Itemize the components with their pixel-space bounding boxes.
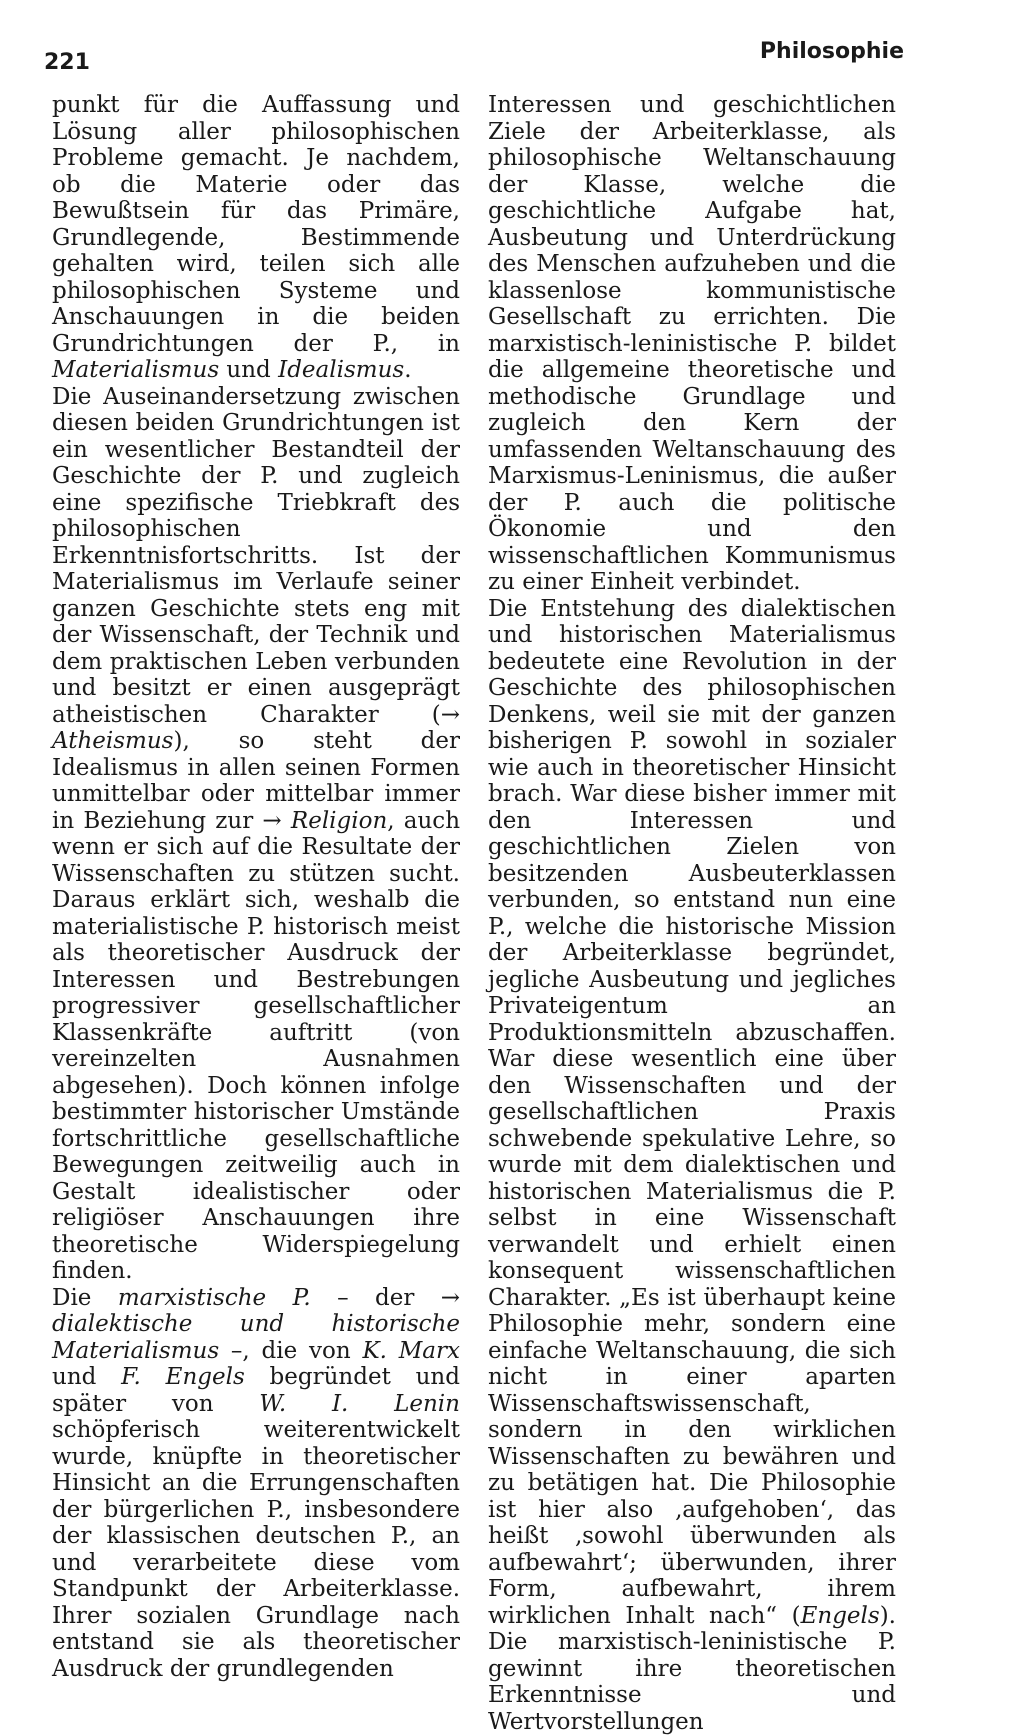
right-column [488,92,896,1735]
paragraph: Die marxistische P. – der → dialektische und historische Materialismus –, die von K. Marx und F. Engels begründet und später von W. I. Lenin schöpferisch weiterentwickelt wurde, knüpfte in theoretischer Hinsicht an die Errungenschaften der bürgerlichen P., insbesondere der klassischen deutschen P., an und verarbeitete diese vom Standpunkt der Arbeiterklasse. Ihrer sozialen Grundlage nach entstand sie als theoretischer Ausdruck der grundlegenden [52,1285,460,1683]
keyword: marxistische P. [118,1285,311,1311]
left-column [52,92,460,1682]
paragraph: punkt für die Auffassung und Lösung aller philosophischen Probleme gemacht. Je nachdem, ob die Materie oder das Bewußtsein für das Primäre, Grundlegende, Bestimmende gehalten wird, teilen sich alle philosophischen Systeme und Anschauungen in die beiden Grundrichtungen der P., in Materialismus und Idealismus. [52,92,460,384]
paragraph: Die Entstehung des dialektischen und historischen Materialismus bedeutete eine Revolution in der Geschichte des philosophischen Denkens, weil sie mit der ganzen bisherigen P. sowohl in sozialer wie auch in theoretischer Hinsicht brach. War diese bisher immer mit den Interessen und geschichtlichen Zielen von besitzenden Ausbeuterklassen verbunden, so entstand nun eine P., welche die historische Mission der Arbeiterklasse begründet, jegliche Ausbeutung und jegliches Privateigentum an Produktionsmitteln abzuschaffen. War diese wesentlich eine über den Wissenschaften und der gesellschaftlichen Praxis schwebende spekulative Lehre, so wurde mit dem dialektischen und historischen Materialismus die P. selbst in eine Wissenschaft verwandelt und erhielt einen konsequent wissenschaftlichen Charakter. „Es ist überhaupt keine Philosophie mehr, sondern eine einfache Weltanschauung, die sich nicht in einer aparten Wissenschaftswissenschaft, sondern in den wirklichen Wissenschaften zu bewähren und zu betätigen hat. Die Philosophie ist hier also ‚aufgehoben‘, das heißt ‚sowohl überwunden als aufbewahrt‘; überwunden, ihrer Form, aufbewahrt, ihrem wirklichen Inhalt nach“ (Engels). Die marxistisch-leninistische P. gewinnt ihre theoretischen Erkenntnisse und Wertvorstellungen [488,596,896,1735]
person-name: F. Engels [121,1364,245,1390]
person-name: K. Marx [362,1338,460,1364]
cross-reference: dialektische und historische Materialismus [52,1311,460,1364]
person-name: Engels [801,1603,880,1629]
cross-reference: Religion [291,808,387,834]
running-head: Philosophie [760,39,904,64]
paragraph: Die Auseinandersetzung zwischen diesen beiden Grundrichtungen ist ein wesentlicher Bestandteil der Geschichte der P. und zugleich eine spezifische Triebkraft des philosophischen Erkenntnisfortschritts. Ist der Materialismus im Verlaufe seiner ganzen Geschichte stets eng mit der Wissenschaft, der Technik und dem praktischen Leben verbunden und besitzt er einen ausgeprägt atheistischen Charakter (→ Atheismus), so steht der Idealismus in allen seinen Formen unmittelbar oder mittelbar immer in Beziehung zur → Religion, auch wenn er sich auf die Resultate der Wissenschaften zu stützen sucht. Daraus erklärt sich, weshalb die materialistische P. historisch meist als theoretischer Ausdruck der Interessen und Bestrebungen progressiver gesellschaftlicher Klassenkräfte auftritt (von vereinzelten Ausnahmen abgesehen). Doch können infolge bestimmter historischer Umstände fortschrittliche gesellschaftliche Bewegungen zeitweilig auch in Gestalt idealistischer oder religiöser Anschauungen ihre theoretische Widerspiegelung finden. [52,384,460,1285]
page-number: 221 [44,50,90,75]
cross-reference: Materialismus [52,357,219,383]
page-header [44,34,904,74]
person-name: W. I. Lenin [259,1391,460,1417]
cross-reference: Idealismus [278,357,404,383]
cross-reference: Atheismus [52,728,173,754]
paragraph: Interessen und geschichtlichen Ziele der Arbeiterklasse, als philosophische Weltanschauung der Klasse, welche die geschichtliche Aufgabe hat, Ausbeutung und Unterdrückung des Menschen aufzuheben und die klassenlose kommunistische Gesellschaft zu errichten. Die marxistisch-leninistische P. bildet die allgemeine theoretische und methodische Grundlage und zugleich den Kern der umfassenden Weltanschauung des Marxismus-Leninismus, die außer der P. auch die politische Ökonomie und den wissenschaftlichen Kommunismus zu einer Einheit verbindet. [488,92,896,596]
